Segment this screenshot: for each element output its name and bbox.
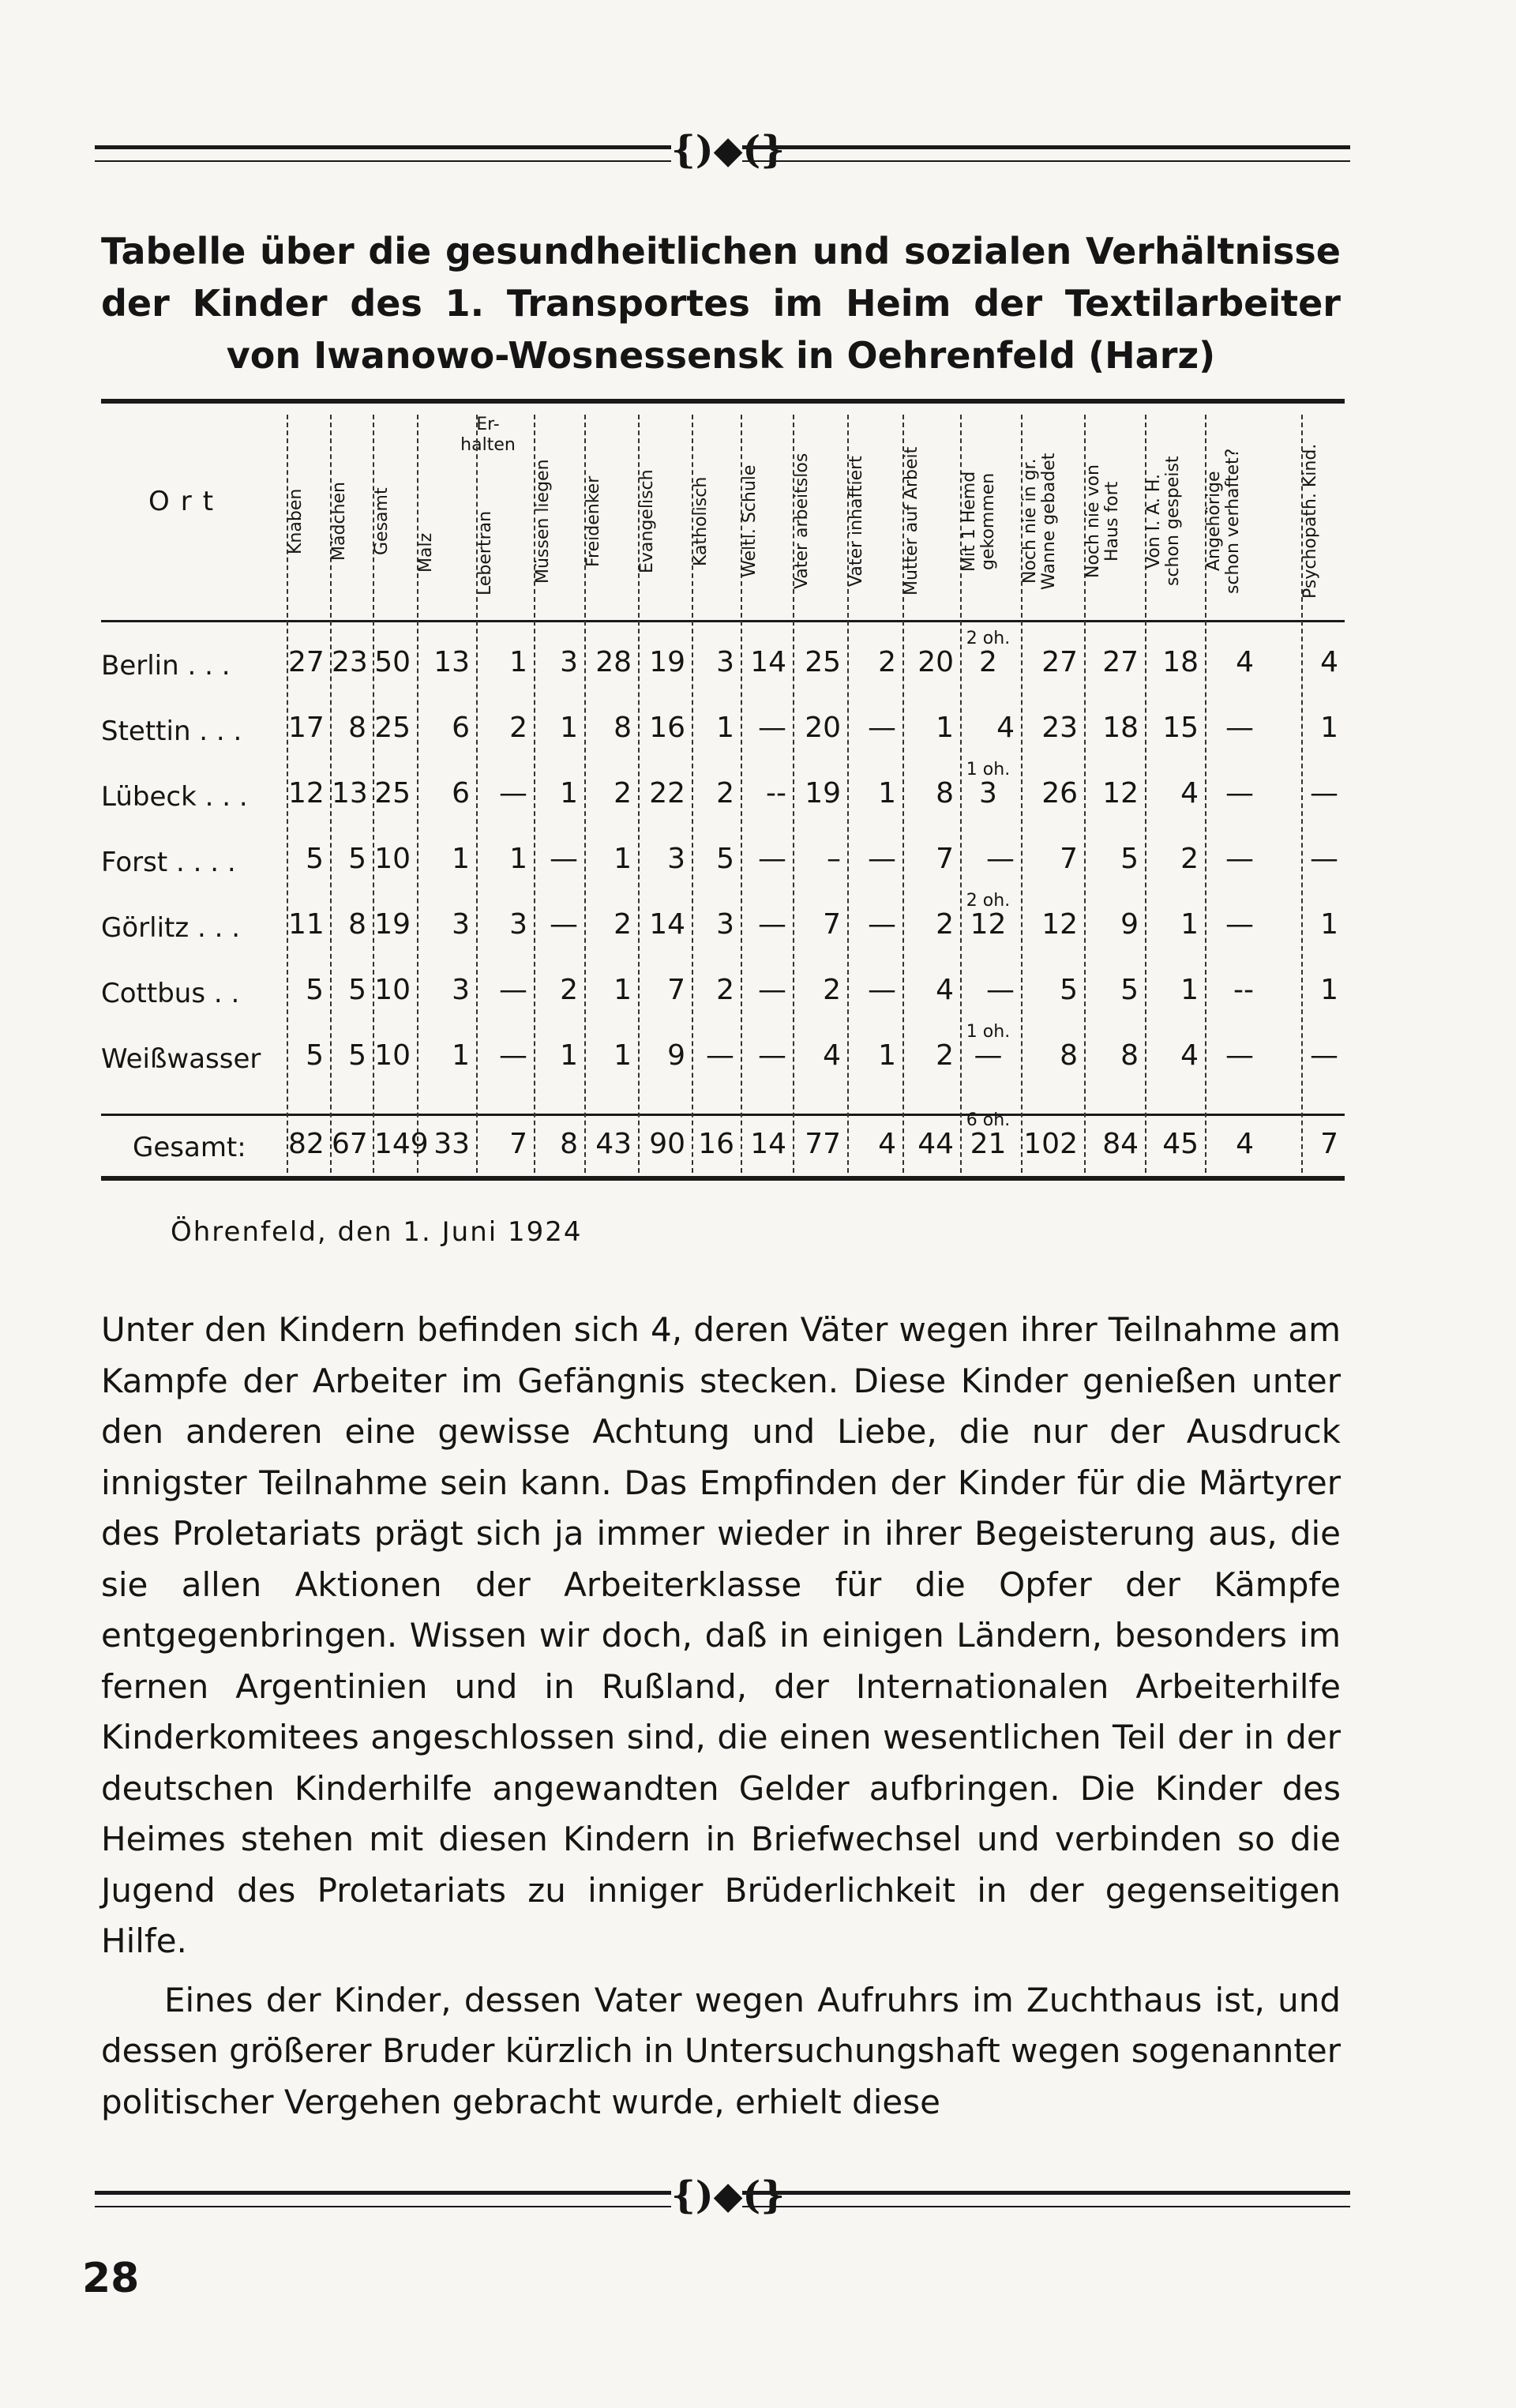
table-cell: 2 <box>614 908 632 941</box>
table-cell: 8 <box>1060 1039 1078 1072</box>
table-cell: 27 <box>288 646 325 678</box>
row-label: Forst . . . . <box>101 847 236 878</box>
table-cell: — <box>758 974 786 1006</box>
statistics-table <box>101 399 1345 1182</box>
table-cell: 43 <box>595 1128 632 1160</box>
cell-value: 2 <box>979 646 997 678</box>
table-cell: 22 <box>649 777 685 810</box>
table-cell: 16 <box>698 1128 734 1160</box>
table-cell: 8 <box>560 1128 578 1160</box>
table-row <box>101 701 1345 761</box>
table-cell: 1 <box>1180 908 1199 941</box>
cell-note: 2 oh. <box>966 891 1011 911</box>
table-cell: 1 <box>878 777 896 810</box>
column-header: Vater inhaftiert <box>846 456 866 587</box>
table-cell: 4 <box>936 974 954 1006</box>
table-cell: 26 <box>1041 777 1078 810</box>
table-cell: 2 <box>936 908 954 941</box>
table-cell: 3 <box>716 646 734 678</box>
total-label: Gesamt: <box>133 1132 246 1163</box>
table-cell: 1 <box>716 712 734 744</box>
table-cell: — <box>868 843 896 875</box>
table-cell <box>962 891 1015 941</box>
table-cell: — <box>758 908 786 941</box>
table-cell: 1 <box>936 712 954 744</box>
column-header: Freidenker <box>584 475 603 567</box>
table-cell <box>962 760 1015 810</box>
table-cell: 10 <box>374 974 411 1006</box>
table-cell: 8 <box>614 712 632 744</box>
row-label: Stettin . . . <box>101 716 242 747</box>
table-cell: 82 <box>288 1128 325 1160</box>
table-cell: – <box>827 843 841 875</box>
table-cell: 5 <box>1120 974 1139 1006</box>
top-ornament <box>95 126 1350 174</box>
table-cell: 4 <box>1180 777 1199 810</box>
column-header: Gesamt <box>372 487 392 555</box>
table-cell: 7 <box>509 1128 527 1160</box>
table-cell: — <box>1225 777 1254 810</box>
table-cell: 3 <box>560 646 578 678</box>
table-cell: 20 <box>805 712 841 744</box>
table-cell: 12 <box>288 777 325 810</box>
table-cell: 3 <box>667 843 685 875</box>
table-cell: 1 <box>614 1039 632 1072</box>
table-cell: 1 <box>452 843 470 875</box>
table-cell: — <box>706 1039 734 1072</box>
column-header: Lebertran <box>475 510 495 595</box>
column-header: Von I. A. H. schon gespeist <box>1144 456 1183 587</box>
table-cell: 1 <box>1320 974 1338 1006</box>
row-label: Cottbus . . <box>101 978 240 1009</box>
table-cell: -- <box>766 777 786 810</box>
table-cell: 13 <box>433 646 470 678</box>
ornament-glyph: {)◆(} <box>671 128 786 172</box>
table-cell: 5 <box>716 843 734 875</box>
table-cell: 5 <box>348 843 366 875</box>
table-cell: 9 <box>667 1039 685 1072</box>
ort-header: Ort <box>148 486 225 517</box>
column-header: Psychopath. Kind. <box>1300 443 1320 599</box>
table-cell: 8 <box>348 712 366 744</box>
table-cell: 2 <box>1180 843 1199 875</box>
table-cell: 11 <box>288 908 325 941</box>
cell-note: 2 oh. <box>966 629 1011 648</box>
table-cell: 5 <box>348 1039 366 1072</box>
table-cell: 20 <box>917 646 954 678</box>
column-header: Evangelisch <box>637 469 657 573</box>
table-cell: 33 <box>433 1128 470 1160</box>
table-cell: 67 <box>332 1128 368 1160</box>
table-cell: 25 <box>805 646 841 678</box>
table-cell: 7 <box>667 974 685 1006</box>
table-cell: 7 <box>1320 1128 1338 1160</box>
column-header: Angehörige schon verhaftet? <box>1204 448 1243 595</box>
column-header: Malz <box>416 532 436 573</box>
table-cell: 1 <box>1180 974 1199 1006</box>
table-cell: 8 <box>348 908 366 941</box>
page-number: 28 <box>82 2255 140 2302</box>
table-cell: 25 <box>374 777 411 810</box>
table-cell: 27 <box>1041 646 1078 678</box>
table-cell: — <box>1310 843 1338 875</box>
table-cell: 9 <box>1120 908 1139 941</box>
table-cell: 28 <box>595 646 632 678</box>
table-cell: — <box>986 974 1015 1006</box>
table-cell: 3 <box>716 908 734 941</box>
cell-note: 6 oh. <box>966 1110 1011 1130</box>
table-cell: 4 <box>1236 646 1254 678</box>
column-header: Müssen liegen <box>533 459 553 584</box>
column-header: Mädchen <box>329 482 349 561</box>
cell-value: — <box>974 1039 1003 1072</box>
table-cell: 1 <box>878 1039 896 1072</box>
table-cell: 1 <box>560 712 578 744</box>
table-cell: 4 <box>996 712 1015 744</box>
table-cell: — <box>1225 712 1254 744</box>
table-cell: — <box>1310 1039 1338 1072</box>
table-cell: 3 <box>452 908 470 941</box>
table-cell: 5 <box>306 1039 324 1072</box>
table-cell: 19 <box>374 908 411 941</box>
table-cell: 45 <box>1162 1128 1199 1160</box>
table-cell: — <box>499 974 527 1006</box>
table-cell: 2 <box>823 974 841 1006</box>
table-cell: 3 <box>509 908 527 941</box>
table-cell: 1 <box>452 1039 470 1072</box>
table-cell: 16 <box>649 712 685 744</box>
table-cell: 23 <box>1041 712 1078 744</box>
cell-note: 1 oh. <box>966 760 1011 780</box>
table-cell: 2 <box>716 974 734 1006</box>
table-cell <box>962 629 1015 678</box>
table-cell: 15 <box>1162 712 1199 744</box>
erhalten-header: Er- halten <box>460 415 516 455</box>
table-cell: 2 <box>878 646 896 678</box>
table-cell: 17 <box>288 712 325 744</box>
dateline: Öhrenfeld, den 1. Juni 1924 <box>171 1216 583 1248</box>
table-cell: 1 <box>614 974 632 1006</box>
table-cell: 6 <box>452 712 470 744</box>
table-cell: 149 <box>374 1128 429 1160</box>
table-cell: 3 <box>452 974 470 1006</box>
table-cell: 4 <box>823 1039 841 1072</box>
table-cell: — <box>550 843 578 875</box>
table-cell: — <box>499 777 527 810</box>
table-title: Tabelle über die gesundheitlichen und sozialen Verhältnisse der Kinder des 1. Transportes im Heim der Textilarbeiter von Iwanowo-Wosnessensk in Oehrenfeld (Harz) <box>101 230 1341 377</box>
table-cell: 2 <box>614 777 632 810</box>
table-cell: — <box>1225 1039 1254 1072</box>
cell-value: 3 <box>979 777 997 810</box>
table-cell: 1 <box>1320 712 1338 744</box>
total-row <box>101 1110 1345 1178</box>
table-row <box>101 760 1345 827</box>
table-cell: 2 <box>509 712 527 744</box>
body-text <box>101 1305 1341 2128</box>
table-cell: 19 <box>649 646 685 678</box>
table-cell: 25 <box>374 712 411 744</box>
paragraph-2: Eines der Kinder, dessen Vater wegen Aufruhrs im Zuchthaus ist, und dessen größerer Bruder kürzlich in Untersuchungshaft wegen sogenannter politischer Vergehen gebracht wurde, erhielt diese <box>101 1980 1341 2121</box>
table-cell: 1 <box>560 777 578 810</box>
table-cell: 10 <box>374 843 411 875</box>
table-cell: 19 <box>805 777 841 810</box>
table-cell: 27 <box>1102 646 1139 678</box>
table-cell: 13 <box>332 777 368 810</box>
table-cell: 14 <box>750 1128 786 1160</box>
table-cell: 4 <box>878 1128 896 1160</box>
table-cell: 4 <box>1320 646 1338 678</box>
table-cell: — <box>1225 908 1254 941</box>
cell-note: 1 oh. <box>966 1022 1011 1042</box>
table-cell: — <box>758 712 786 744</box>
table-cell: 5 <box>306 843 324 875</box>
cell-value: 12 <box>970 908 1007 941</box>
table-cell: 18 <box>1162 646 1199 678</box>
table-cell: 1 <box>509 646 527 678</box>
table-cell: 102 <box>1023 1128 1078 1160</box>
column-header: Noch nie in gr. Wanne gebadet <box>1020 453 1059 590</box>
table-cell: 1 <box>1320 908 1338 941</box>
table-cell: 4 <box>1236 1128 1254 1160</box>
table-cell: — <box>758 1039 786 1072</box>
table-row <box>101 891 1345 958</box>
table-cell: 14 <box>649 908 685 941</box>
table-cell: 7 <box>1060 843 1078 875</box>
table-cell: — <box>986 843 1015 875</box>
column-header: Noch nie von Haus fort <box>1083 464 1122 578</box>
table-cell: 12 <box>1041 908 1078 941</box>
table-cell: 10 <box>374 1039 411 1072</box>
table-cell <box>962 1110 1015 1160</box>
table-cell: 23 <box>332 646 368 678</box>
row-label: Lübeck . . . <box>101 781 248 813</box>
column-header: Mit 1 Hemd gekommen <box>959 471 998 572</box>
table-cell: 50 <box>374 646 411 678</box>
table-cell: 12 <box>1102 777 1139 810</box>
table-cell: 2 <box>716 777 734 810</box>
table-cell: 8 <box>936 777 954 810</box>
table-cell: 1 <box>509 843 527 875</box>
bottom-ornament <box>95 2172 1350 2219</box>
table-cell: 6 <box>452 777 470 810</box>
column-header: Weltl. Schule <box>740 464 760 578</box>
table-cell: 2 <box>936 1039 954 1072</box>
paragraph-1: Unter den Kindern befinden sich 4, deren Väter wegen ihrer Teilnahme am Kampfe der Arbeiter im Gefängnis stecken. Diese Kinder genießen unter den anderen eine gewisse Achtung und Liebe, die nur der Ausdruck innigster Teilnahme sein kann. Das Empfinden der Kinder für die Märtyrer des Proletariats prägt sich ja immer wieder in ihrer Begeisterung aus, die sie allen Aktionen der Arbeiterklasse für die Opfer der Kämpfe entgegenbringen. Wissen wir doch, daß in einigen Ländern, besonders im fernen Argentinien und in Rußland, der Internationalen Arbeiterhilfe Kinderkomitees angeschlossen sind, die einen wesentlichen Teil der in der deutschen Kinderhilfe angewandten Gelder aufbringen. Die Kinder des Heimes stehen mit diesen Kindern in Briefwechsel und verbinden so die Jugend des Proletariats zu inniger Brüderlichkeit in der gegenseitigen Hilfe. <box>101 1310 1341 1960</box>
row-label: Weißwasser <box>101 1043 261 1075</box>
table-cell <box>962 1022 1015 1072</box>
table-row <box>101 964 1345 1024</box>
table-cell: 5 <box>1060 974 1078 1006</box>
table-cell: 77 <box>805 1128 841 1160</box>
column-header: Mutter auf Arbeit <box>902 446 921 596</box>
row-label: Görlitz . . . <box>101 912 241 944</box>
table-cell: — <box>1225 843 1254 875</box>
column-header: Knaben <box>286 488 306 554</box>
table-cell: 90 <box>649 1128 685 1160</box>
table-cell: — <box>499 1039 527 1072</box>
cell-value: 21 <box>970 1128 1007 1160</box>
table-cell: 14 <box>750 646 786 678</box>
ornament-glyph-bottom: {)◆(} <box>671 2173 786 2218</box>
table-cell: 5 <box>348 974 366 1006</box>
table-cell: 18 <box>1102 712 1139 744</box>
table-cell: — <box>758 843 786 875</box>
table-cell: 4 <box>1180 1039 1199 1072</box>
table-cell: — <box>868 974 896 1006</box>
table-cell: 2 <box>560 974 578 1006</box>
table-row <box>101 832 1345 892</box>
column-header: Katholisch <box>691 476 711 566</box>
table-cell: — <box>550 908 578 941</box>
table-cell: -- <box>1233 974 1254 1006</box>
table-cell: 7 <box>823 908 841 941</box>
table-row <box>101 1022 1345 1089</box>
table-cell: 44 <box>917 1128 954 1160</box>
table-cell: — <box>868 908 896 941</box>
row-label: Berlin . . . <box>101 650 231 682</box>
table-cell: — <box>868 712 896 744</box>
table-row <box>101 629 1345 696</box>
table-cell: 5 <box>306 974 324 1006</box>
table-cell: — <box>1310 777 1338 810</box>
table-cell: 7 <box>936 843 954 875</box>
table-cell: 5 <box>1120 843 1139 875</box>
table-cell: 8 <box>1120 1039 1139 1072</box>
table-cell: 1 <box>560 1039 578 1072</box>
table-cell: 84 <box>1102 1128 1139 1160</box>
table-cell: 1 <box>614 843 632 875</box>
column-header: Vater arbeitslos <box>792 453 812 590</box>
